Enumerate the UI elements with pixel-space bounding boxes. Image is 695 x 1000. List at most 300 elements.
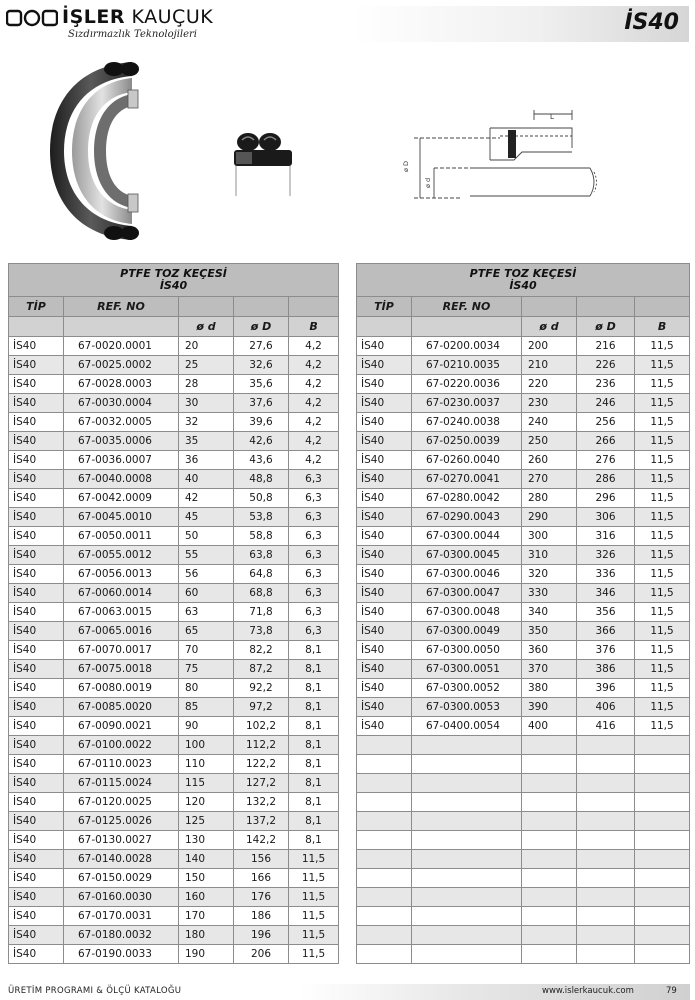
cell-width: 11,5: [289, 850, 339, 869]
cell-outer-diameter: 102,2: [234, 717, 289, 736]
cell-inner-diameter: 310: [522, 546, 577, 565]
cell-width: 11,5: [635, 394, 690, 413]
cell-ref-no: 67-0300.0046: [412, 565, 522, 584]
cell-ref-no: 67-0270.0041: [412, 470, 522, 489]
cell-width: [635, 755, 690, 774]
cell-ref-no: 67-0220.0036: [412, 375, 522, 394]
col-header-outer-diameter: ø D: [234, 317, 289, 337]
cell-width: 11,5: [635, 527, 690, 546]
cell-width: [635, 793, 690, 812]
cell-tip: [357, 812, 412, 831]
cell-ref-no: 67-0040.0008: [64, 470, 179, 489]
dim-inner-diameter-label: ø d: [424, 177, 432, 188]
cell-tip: [357, 888, 412, 907]
table-title-line2: İS40: [509, 279, 537, 292]
catalog-name: ÜRETİM PROGRAMI & ÖLÇÜ KATALOĞU: [8, 986, 182, 996]
cell-inner-diameter: 370: [522, 660, 577, 679]
cell-tip: İS40: [9, 755, 64, 774]
cell-inner-diameter: 240: [522, 413, 577, 432]
cell-inner-diameter: 210: [522, 356, 577, 375]
cell-ref-no: 67-0230.0037: [412, 394, 522, 413]
cell-width: 8,1: [289, 793, 339, 812]
cell-ref-no: [412, 774, 522, 793]
cell-width: [635, 850, 690, 869]
cell-ref-no: [412, 736, 522, 755]
cell-inner-diameter: 36: [179, 451, 234, 470]
cell-ref-no: 67-0100.0022: [64, 736, 179, 755]
table-row: [357, 698, 690, 717]
cell-ref-no: [412, 850, 522, 869]
cell-width: 8,1: [289, 679, 339, 698]
header-band: [352, 6, 689, 42]
cell-outer-diameter: 112,2: [234, 736, 289, 755]
table-row: [9, 907, 339, 926]
cell-ref-no: 67-0190.0033: [64, 945, 179, 964]
cell-outer-diameter: 266: [577, 432, 635, 451]
cell-width: [635, 774, 690, 793]
cell-ref-no: 67-0035.0006: [64, 432, 179, 451]
cell-inner-diameter: [522, 926, 577, 945]
cell-inner-diameter: 320: [522, 565, 577, 584]
cell-width: 4,2: [289, 356, 339, 375]
col-subheader-empty: [412, 317, 522, 337]
cell-width: 6,3: [289, 527, 339, 546]
cell-ref-no: [412, 945, 522, 964]
table-row: [357, 451, 690, 470]
cell-width: 4,2: [289, 413, 339, 432]
cell-ref-no: 67-0036.0007: [64, 451, 179, 470]
cell-outer-diameter: 39,6: [234, 413, 289, 432]
cell-outer-diameter: 176: [234, 888, 289, 907]
table-row: [9, 432, 339, 451]
cell-outer-diameter: 386: [577, 660, 635, 679]
cell-inner-diameter: 300: [522, 527, 577, 546]
table-row: [9, 774, 339, 793]
cell-tip: İS40: [357, 489, 412, 508]
table-row: [9, 413, 339, 432]
cell-inner-diameter: 42: [179, 489, 234, 508]
cell-ref-no: 67-0030.0004: [64, 394, 179, 413]
cell-outer-diameter: 306: [577, 508, 635, 527]
cell-tip: İS40: [9, 451, 64, 470]
cell-width: [635, 812, 690, 831]
cell-tip: [357, 926, 412, 945]
cell-inner-diameter: 85: [179, 698, 234, 717]
cell-width: 11,5: [635, 489, 690, 508]
cell-tip: İS40: [9, 869, 64, 888]
cell-outer-diameter: 132,2: [234, 793, 289, 812]
col-header-width: B: [289, 317, 339, 337]
cell-width: 11,5: [289, 888, 339, 907]
table-row: [357, 850, 690, 869]
cell-ref-no: 67-0300.0048: [412, 603, 522, 622]
cell-outer-diameter: [577, 755, 635, 774]
cell-ref-no: 67-0280.0042: [412, 489, 522, 508]
cell-inner-diameter: 30: [179, 394, 234, 413]
cell-outer-diameter: 64,8: [234, 565, 289, 584]
cell-outer-diameter: 346: [577, 584, 635, 603]
cell-tip: İS40: [9, 812, 64, 831]
cell-ref-no: 67-0140.0028: [64, 850, 179, 869]
cell-tip: İS40: [357, 565, 412, 584]
cell-inner-diameter: 200: [522, 337, 577, 356]
cell-width: 11,5: [635, 641, 690, 660]
cell-inner-diameter: 70: [179, 641, 234, 660]
cell-outer-diameter: [577, 869, 635, 888]
cell-outer-diameter: 32,6: [234, 356, 289, 375]
cell-ref-no: [412, 755, 522, 774]
cell-ref-no: 67-0300.0050: [412, 641, 522, 660]
cell-ref-no: 67-0120.0025: [64, 793, 179, 812]
cell-width: 11,5: [289, 926, 339, 945]
cell-width: 11,5: [635, 356, 690, 375]
product-code-title: İS40: [624, 10, 679, 35]
cell-inner-diameter: 75: [179, 660, 234, 679]
cell-inner-diameter: 130: [179, 831, 234, 850]
cell-inner-diameter: [522, 793, 577, 812]
cell-outer-diameter: 256: [577, 413, 635, 432]
cell-outer-diameter: [577, 812, 635, 831]
cell-ref-no: 67-0300.0044: [412, 527, 522, 546]
cell-ref-no: 67-0075.0018: [64, 660, 179, 679]
cell-outer-diameter: [577, 926, 635, 945]
cell-tip: İS40: [357, 717, 412, 736]
cell-tip: [357, 850, 412, 869]
cell-inner-diameter: 110: [179, 755, 234, 774]
col-header-width: B: [635, 317, 690, 337]
cell-tip: [357, 774, 412, 793]
col-header-ref: REF. NO: [412, 297, 522, 317]
cell-width: 11,5: [635, 584, 690, 603]
table-row: [9, 356, 339, 375]
cell-width: 6,3: [289, 622, 339, 641]
cell-inner-diameter: 190: [179, 945, 234, 964]
cell-inner-diameter: 150: [179, 869, 234, 888]
table-row: [357, 375, 690, 394]
cell-outer-diameter: [577, 888, 635, 907]
table-row: [9, 736, 339, 755]
cell-inner-diameter: 100: [179, 736, 234, 755]
table-row: [357, 641, 690, 660]
cell-tip: İS40: [357, 508, 412, 527]
cell-ref-no: 67-0055.0012: [64, 546, 179, 565]
cell-inner-diameter: [522, 755, 577, 774]
cell-width: 11,5: [635, 508, 690, 527]
table-row: [357, 736, 690, 755]
cell-ref-no: 67-0110.0023: [64, 755, 179, 774]
cell-ref-no: 67-0028.0003: [64, 375, 179, 394]
cell-outer-diameter: [577, 774, 635, 793]
col-header-empty: [289, 297, 339, 317]
cell-width: 8,1: [289, 774, 339, 793]
cell-ref-no: 67-0115.0024: [64, 774, 179, 793]
cell-outer-diameter: 276: [577, 451, 635, 470]
table-row: [9, 337, 339, 356]
table-row: [357, 337, 690, 356]
cell-ref-no: 67-0400.0054: [412, 717, 522, 736]
cell-tip: İS40: [9, 337, 64, 356]
page-header: [0, 0, 695, 44]
cell-tip: İS40: [357, 584, 412, 603]
table-row: [357, 831, 690, 850]
cell-tip: İS40: [9, 603, 64, 622]
cell-inner-diameter: 270: [522, 470, 577, 489]
col-subheader-empty: [357, 317, 412, 337]
cell-tip: [357, 736, 412, 755]
cell-width: [635, 907, 690, 926]
cell-inner-diameter: 380: [522, 679, 577, 698]
table-row: [9, 394, 339, 413]
table-row: [9, 622, 339, 641]
col-header-tip: TİP: [357, 297, 412, 317]
cell-outer-diameter: [577, 850, 635, 869]
table-row: [9, 812, 339, 831]
col-header-ref: REF. NO: [64, 297, 179, 317]
cell-ref-no: 67-0150.0029: [64, 869, 179, 888]
cell-tip: İS40: [357, 546, 412, 565]
cell-width: [635, 831, 690, 850]
cell-inner-diameter: 40: [179, 470, 234, 489]
cell-width: 6,3: [289, 546, 339, 565]
table-row: [357, 907, 690, 926]
brand-tagline: Sızdırmazlık Teknolojileri: [68, 29, 197, 40]
table-row: [9, 945, 339, 964]
cell-width: 4,2: [289, 394, 339, 413]
table-row: [357, 356, 690, 375]
cell-width: [635, 888, 690, 907]
cell-inner-diameter: 170: [179, 907, 234, 926]
cell-tip: İS40: [357, 375, 412, 394]
page-number: 79: [666, 986, 677, 996]
cell-inner-diameter: [522, 812, 577, 831]
cell-ref-no: 67-0210.0035: [412, 356, 522, 375]
cell-ref-no: 67-0300.0052: [412, 679, 522, 698]
cell-ref-no: 67-0130.0027: [64, 831, 179, 850]
cell-ref-no: 67-0260.0040: [412, 451, 522, 470]
cell-tip: İS40: [9, 413, 64, 432]
table-row: [9, 926, 339, 945]
cell-inner-diameter: 180: [179, 926, 234, 945]
cell-inner-diameter: 115: [179, 774, 234, 793]
table-row: [9, 679, 339, 698]
table-row: [9, 717, 339, 736]
cell-tip: İS40: [9, 793, 64, 812]
cell-ref-no: 67-0085.0020: [64, 698, 179, 717]
cell-ref-no: [412, 907, 522, 926]
cell-tip: İS40: [9, 508, 64, 527]
cell-tip: [357, 793, 412, 812]
cell-ref-no: 67-0060.0014: [64, 584, 179, 603]
cell-width: 4,2: [289, 375, 339, 394]
table-row: [357, 603, 690, 622]
cell-outer-diameter: 216: [577, 337, 635, 356]
cell-ref-no: 67-0056.0013: [64, 565, 179, 584]
cell-tip: İS40: [357, 698, 412, 717]
cell-outer-diameter: 127,2: [234, 774, 289, 793]
table-row: [357, 546, 690, 565]
cell-inner-diameter: 260: [522, 451, 577, 470]
col-header-empty: [179, 297, 234, 317]
cell-width: 6,3: [289, 508, 339, 527]
cell-inner-diameter: 400: [522, 717, 577, 736]
dim-length-label: L: [550, 113, 554, 121]
cell-tip: İS40: [9, 736, 64, 755]
cell-width: 8,1: [289, 717, 339, 736]
cell-inner-diameter: [522, 831, 577, 850]
table-row: [357, 945, 690, 964]
cell-outer-diameter: 206: [234, 945, 289, 964]
cell-inner-diameter: 350: [522, 622, 577, 641]
table-row: [357, 812, 690, 831]
cell-width: 8,1: [289, 812, 339, 831]
cell-tip: İS40: [357, 660, 412, 679]
cell-inner-diameter: 160: [179, 888, 234, 907]
technical-drawing: [400, 108, 610, 208]
website-link[interactable]: www.islerkaucuk.com: [542, 986, 634, 996]
cell-width: 6,3: [289, 470, 339, 489]
cell-outer-diameter: 366: [577, 622, 635, 641]
cell-width: 11,5: [635, 432, 690, 451]
col-header-outer-diameter: ø D: [577, 317, 635, 337]
cell-tip: [357, 907, 412, 926]
cell-tip: İS40: [357, 451, 412, 470]
table-row: [357, 622, 690, 641]
cell-width: 8,1: [289, 698, 339, 717]
cell-inner-diameter: 330: [522, 584, 577, 603]
cell-width: 8,1: [289, 641, 339, 660]
page-footer: [0, 984, 695, 1000]
cell-tip: [357, 831, 412, 850]
cell-width: 8,1: [289, 755, 339, 774]
cell-tip: İS40: [9, 850, 64, 869]
cell-tip: İS40: [9, 546, 64, 565]
cell-outer-diameter: 236: [577, 375, 635, 394]
table-row: [357, 394, 690, 413]
table-row: [9, 508, 339, 527]
cell-width: 11,5: [635, 451, 690, 470]
cell-inner-diameter: [522, 774, 577, 793]
table-row: [357, 869, 690, 888]
cell-width: 8,1: [289, 736, 339, 755]
cell-outer-diameter: 406: [577, 698, 635, 717]
cell-outer-diameter: 137,2: [234, 812, 289, 831]
cell-tip: İS40: [357, 432, 412, 451]
cross-section-illustration: [228, 130, 300, 198]
table-row: [9, 850, 339, 869]
cell-inner-diameter: 20: [179, 337, 234, 356]
cell-inner-diameter: 25: [179, 356, 234, 375]
cell-tip: İS40: [9, 888, 64, 907]
cell-ref-no: 67-0290.0043: [412, 508, 522, 527]
cell-tip: İS40: [9, 432, 64, 451]
cell-outer-diameter: 87,2: [234, 660, 289, 679]
cell-ref-no: 67-0080.0019: [64, 679, 179, 698]
cell-ref-no: 67-0180.0032: [64, 926, 179, 945]
cell-width: [635, 926, 690, 945]
cell-width: 11,5: [635, 546, 690, 565]
cell-inner-diameter: 390: [522, 698, 577, 717]
cell-outer-diameter: 68,8: [234, 584, 289, 603]
cell-width: 6,3: [289, 565, 339, 584]
cell-outer-diameter: [577, 945, 635, 964]
table-title-line2: İS40: [159, 279, 188, 292]
table-row: [9, 793, 339, 812]
brand-name-rest: KAUÇUK: [131, 6, 214, 28]
cell-ref-no: 67-0050.0011: [64, 527, 179, 546]
cell-ref-no: 67-0032.0005: [64, 413, 179, 432]
cell-tip: İS40: [9, 641, 64, 660]
cell-tip: İS40: [9, 698, 64, 717]
cell-ref-no: 67-0250.0039: [412, 432, 522, 451]
cell-ref-no: [412, 793, 522, 812]
col-header-empty: [635, 297, 690, 317]
cell-width: 11,5: [635, 565, 690, 584]
cell-outer-diameter: 63,8: [234, 546, 289, 565]
seal-3d-illustration: [44, 56, 144, 246]
cell-tip: İS40: [357, 337, 412, 356]
cell-inner-diameter: [522, 869, 577, 888]
cell-outer-diameter: 396: [577, 679, 635, 698]
table-row: [357, 489, 690, 508]
cell-outer-diameter: 53,8: [234, 508, 289, 527]
cell-outer-diameter: 71,8: [234, 603, 289, 622]
cell-width: 6,3: [289, 489, 339, 508]
cell-width: 11,5: [635, 603, 690, 622]
cell-tip: [357, 755, 412, 774]
cell-width: [635, 736, 690, 755]
cell-inner-diameter: 360: [522, 641, 577, 660]
table-row: [9, 831, 339, 850]
cell-outer-diameter: [577, 793, 635, 812]
cell-tip: [357, 945, 412, 964]
cell-ref-no: 67-0020.0001: [64, 337, 179, 356]
table-row: [357, 679, 690, 698]
cell-outer-diameter: 326: [577, 546, 635, 565]
cell-tip: İS40: [9, 584, 64, 603]
table-row: [9, 470, 339, 489]
col-header-empty: [234, 297, 289, 317]
cell-ref-no: 67-0065.0016: [64, 622, 179, 641]
cell-width: 11,5: [635, 470, 690, 489]
cell-tip: İS40: [9, 679, 64, 698]
col-subheader-empty: [64, 317, 179, 337]
table-row: [357, 888, 690, 907]
cell-tip: İS40: [9, 622, 64, 641]
cell-ref-no: 67-0160.0030: [64, 888, 179, 907]
cell-outer-diameter: 27,6: [234, 337, 289, 356]
cell-tip: İS40: [9, 470, 64, 489]
cell-tip: İS40: [9, 394, 64, 413]
cell-inner-diameter: 340: [522, 603, 577, 622]
cell-outer-diameter: 166: [234, 869, 289, 888]
cell-ref-no: 67-0240.0038: [412, 413, 522, 432]
cell-tip: İS40: [357, 394, 412, 413]
table-row: [357, 432, 690, 451]
table-row: [9, 489, 339, 508]
cell-width: 6,3: [289, 584, 339, 603]
cell-inner-diameter: [522, 907, 577, 926]
cell-tip: İS40: [9, 356, 64, 375]
table-title: [9, 264, 339, 297]
cell-tip: İS40: [357, 622, 412, 641]
cell-inner-diameter: 125: [179, 812, 234, 831]
cell-outer-diameter: 196: [234, 926, 289, 945]
table-row: [9, 698, 339, 717]
brand-name: [62, 6, 213, 28]
table-row: [9, 603, 339, 622]
cell-inner-diameter: 63: [179, 603, 234, 622]
table-row: [357, 660, 690, 679]
